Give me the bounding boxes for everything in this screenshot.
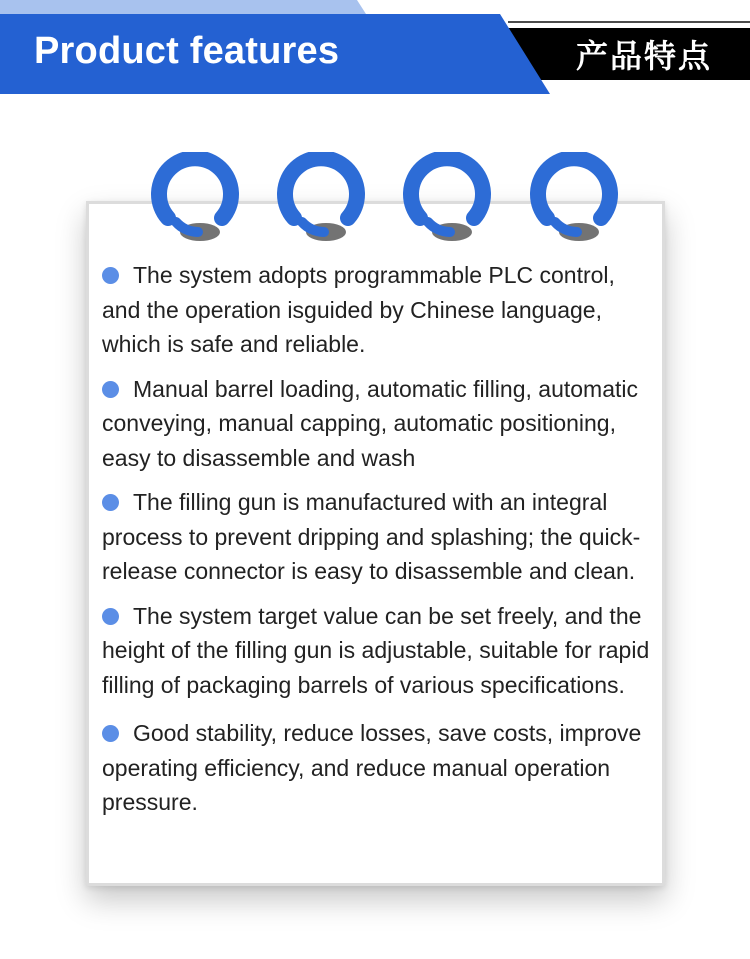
bullet-dot-icon	[102, 381, 119, 398]
bullet-dot-icon	[102, 494, 119, 511]
page-title-chinese: 产品特点	[575, 37, 712, 75]
list-item	[102, 372, 650, 476]
feature-list	[102, 258, 650, 830]
bullet-dot-icon	[102, 267, 119, 284]
page-title: Product features	[34, 30, 340, 72]
binder-ring-icon	[274, 152, 368, 246]
bullet-dot-icon	[102, 725, 119, 742]
header-banner	[0, 0, 750, 96]
list-item	[102, 716, 650, 820]
list-item	[102, 485, 650, 589]
binder-ring-icon	[400, 152, 494, 246]
bullet-dot-icon	[102, 608, 119, 625]
list-item	[102, 599, 650, 703]
feature-text: The system adopts programmable PLC control, and the operation isguided by Chinese language, which is safe and reliable.	[102, 262, 615, 357]
feature-text: Manual barrel loading, automatic filling, automatic conveying, manual capping, automatic positioning, easy to disassemble and wash	[102, 375, 638, 471]
feature-text: The filling gun is manufactured with an integral process to prevent dripping and splashing; the quick-release connector is easy to disassemble and clean.	[102, 489, 641, 584]
feature-text: Good stability, reduce losses, save costs, improve operating efficiency, and reduce manual operation pressure.	[102, 720, 642, 815]
binder-ring-icon	[148, 152, 242, 246]
binder-ring-icon	[527, 152, 621, 246]
feature-text: The system target value can be set freely, and the height of the filling gun is adjustable, suitable for rapid filling of packaging barrels of various specifications.	[102, 602, 650, 698]
list-item	[102, 258, 650, 362]
